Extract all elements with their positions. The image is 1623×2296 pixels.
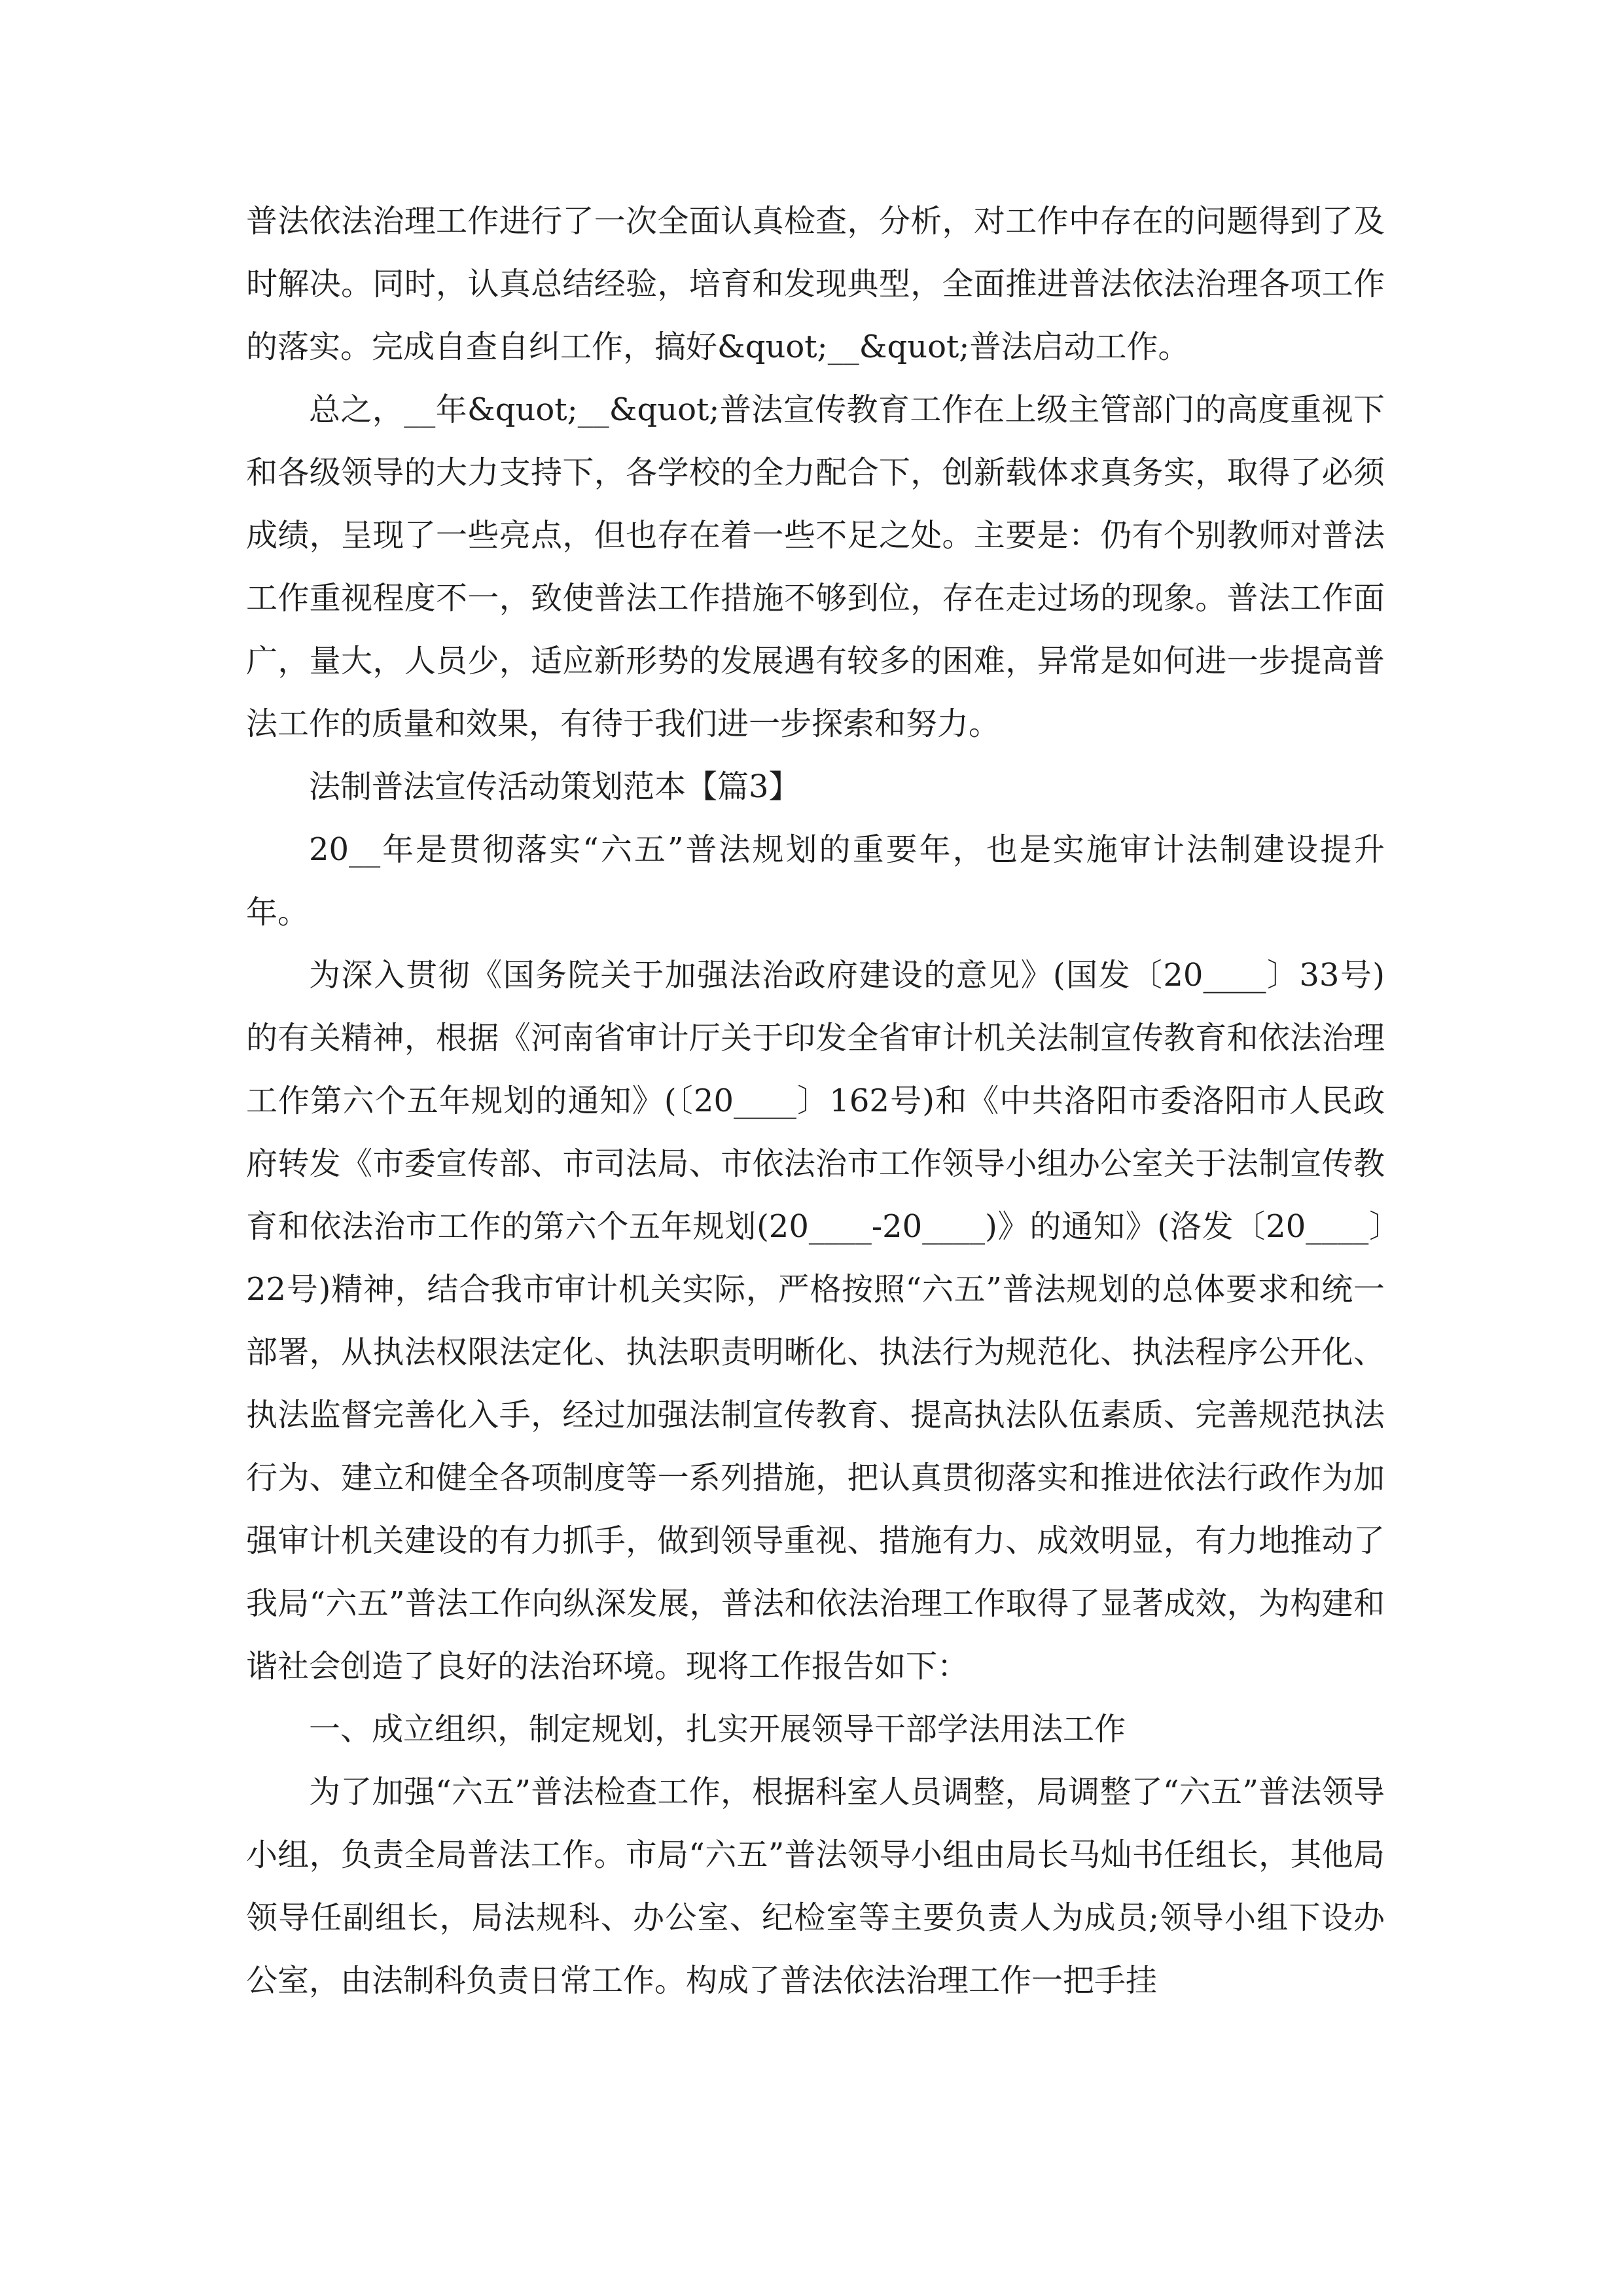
paragraph-intro-year: 20__年是贯彻落实“六五”普法规划的重要年，也是实施审计法制建设提升年。 <box>246 831 1385 931</box>
section-heading-part3: 法制普法宣传活动策划范本【篇3】 <box>309 768 800 805</box>
paragraph-leadership-group: 为了加强“六五”普法检查工作，根据科室人员调整，局调整了“六五”普法领导小组，负责全局普法工作。市局“六五”普法领导小组由局长马灿书任组长，其他局领导任副组长，局法规科、办公室、纪检室等主要负责人为成员;领导小组下设办公室，由法制科负责日常工作。构成了普法依法治理工作一把手挂 <box>246 1774 1385 1999</box>
paragraph-policy-background: 为深入贯彻《国务院关于加强法治政府建设的意见》(国发〔20____〕33号)的有关精神，根据《河南省审计厅关于印发全省审计机关法制宣传教育和依法治理工作第六个五年规划的通知》(〔20____〕162号)和《中共洛阳市委洛阳市人民政府转发《市委宣传部、市司法局、市依法治市工作领导小组办公室关于法制宣传教育和依法治市工作的第六个五年规划(20____-20____)》的通知》(洛发〔20____〕22号)精神，结合我市审计机关实际，严格按照“六五”普法规划的总体要求和统一部署，从执法权限法定化、执法职责明晰化、执法行为规范化、执法程序公开化、执法监督完善化入手，经过加强法制宣传教育、提高执法队伍素质、完善规范执法行为、建立和健全各项制度等一系列措施，把认真贯彻落实和推进依法行政作为加强审计机关建设的有力抓手，做到领导重视、措施有力、成效明显，有力地推动了我局“六五”普法工作向纵深发展，普法和依法治理工作取得了显著成效，为构建和谐社会创造了良好的法治环境。现将工作报告如下： <box>246 957 1385 1685</box>
section-heading-organization: 一、成立组织，制定规划，扎实开展领导干部学法用法工作 <box>309 1711 1126 1748</box>
paragraph-continuation: 普法依法治理工作进行了一次全面认真检查，分析，对工作中存在的问题得到了及时解决。同时，认真总结经验，培育和发现典型，全面推进普法依法治理各项工作的落实。完成自查自纠工作，搞好&quot;__&quot;普法启动工作。 <box>246 203 1385 365</box>
paragraph-summary: 总之，__年&quot;__&quot;普法宣传教育工作在上级主管部门的高度重视下和各级领导的大力支持下，各学校的全力配合下，创新载体求真务实，取得了必须成绩，呈现了一些亮点，但也存在着一些不足之处。主要是：仍有个别教师对普法工作重视程度不一，致使普法工作措施不够到位，存在走过场的现象。普法工作面广，量大，人员少，适应新形势的发展遇有较多的困难，异常是如何进一步提高普法工作的质量和效果，有待于我们进一步探索和努力。 <box>246 391 1385 742</box>
document-body <box>246 190 1385 2012</box>
